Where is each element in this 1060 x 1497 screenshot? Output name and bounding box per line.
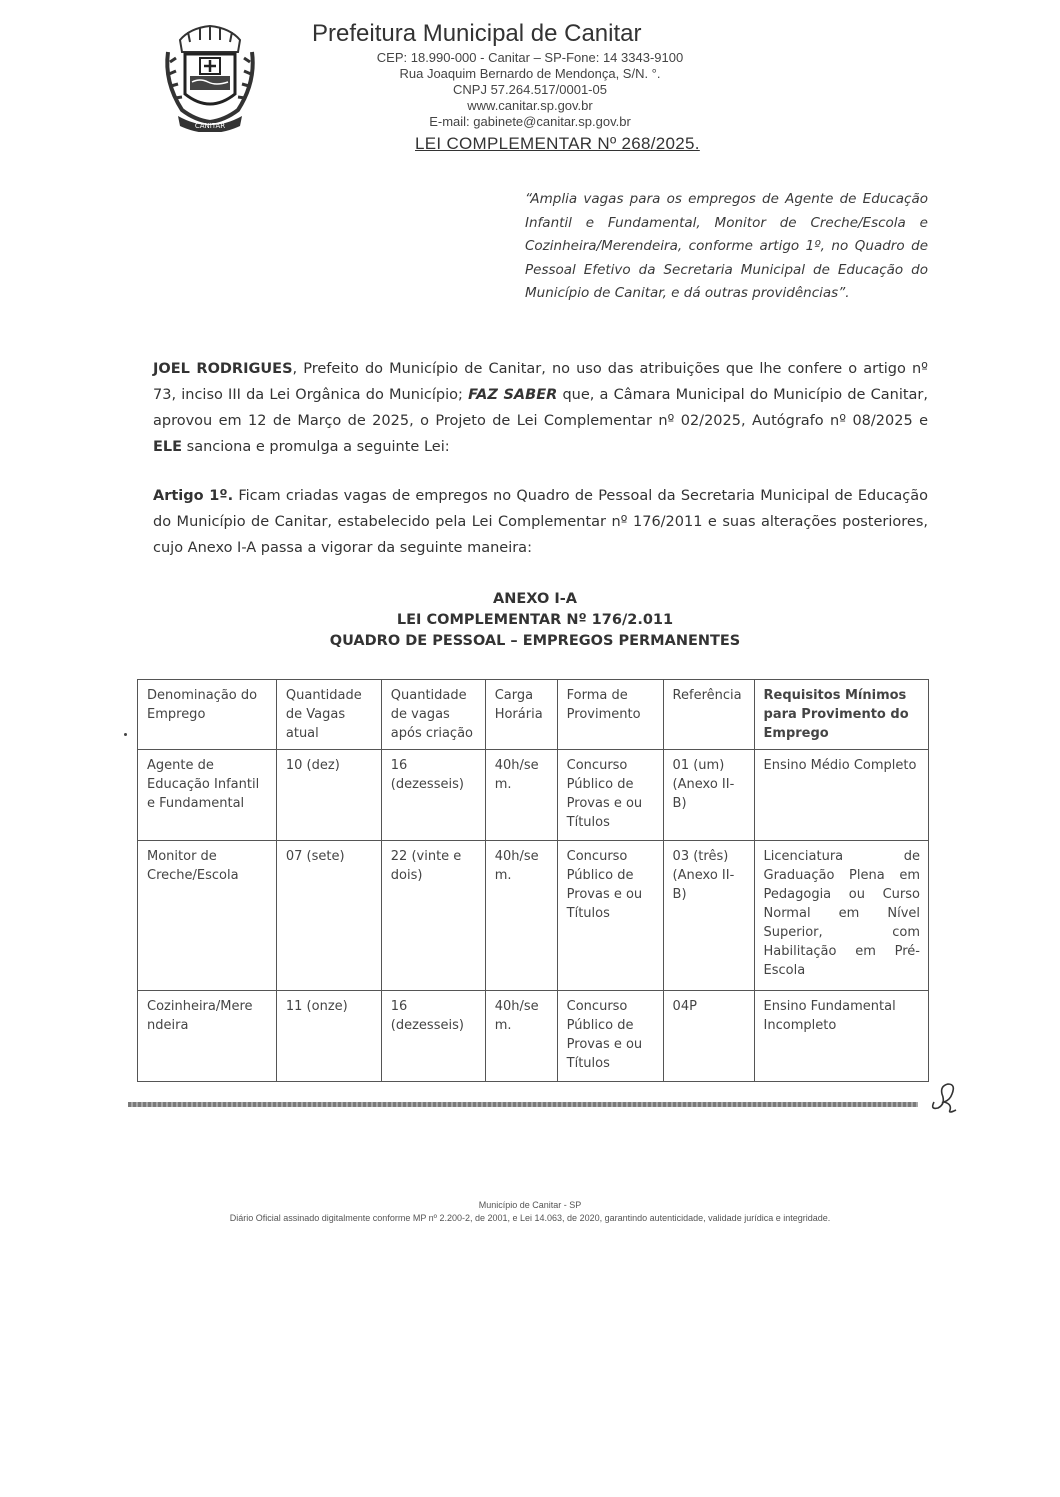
cell-vagas-apos: 22 (vinte e dois) — [381, 841, 485, 991]
cell-requisitos: Ensino Médio Completo — [754, 750, 928, 841]
header-cnpj: CNPJ 57.264.517/0001-05 — [453, 82, 607, 97]
header-forma: Forma de Provimento — [557, 680, 663, 750]
law-title: LEI COMPLEMENTAR Nº 268/2025. — [415, 134, 700, 153]
header-cep-phone: CEP: 18.990-000 - Canitar – SP-Fone: 14 3343-9100 — [376, 50, 684, 65]
cell-referencia: 03 (três) (Anexo II-B) — [663, 841, 754, 991]
mayor-name: JOEL RODRIGUES — [153, 361, 293, 377]
coat-of-arms-text: CANITAR — [194, 122, 226, 130]
article-1-paragraph — [153, 483, 928, 561]
header-website: www.canitar.sp.gov.br — [467, 98, 593, 113]
header-referencia: Referência — [663, 680, 754, 750]
cell-carga: 40h/se m. — [485, 750, 557, 841]
cell-requisitos: Ensino Fundamental Incompleto — [754, 991, 928, 1082]
footer-municipality: Município de Canitar - SP — [478, 1200, 582, 1210]
header-address: Rua Joaquim Bernardo de Mendonça, S/N. °. — [399, 66, 661, 81]
cell-forma: Concurso Público de Provas e ou Títulos — [557, 991, 663, 1082]
header-email: E-mail: gabinete@canitar.sp.gov.br — [429, 114, 631, 129]
table-row — [138, 750, 929, 841]
header-requisitos: Requisitos Mínimos para Provimento do Emprego — [754, 680, 928, 750]
cell-vagas-apos: 16 (dezesseis) — [381, 750, 485, 841]
law-summary-ementa: “Amplia vagas para os empregos de Agente de Educação Infantil e Fundamental, Monitor de Creche/Escola e Cozinheira/Merendeira, conforme artigo 1º, no Quadro de Pessoal Efetivo da Secretaria Municipal de Educação do Município de Canitar, e dá outras providências”. — [525, 191, 928, 301]
cell-referencia: 01 (um) (Anexo II-B) — [663, 750, 754, 841]
article-1-label: Artigo 1º. — [153, 488, 234, 504]
table-row — [138, 841, 929, 991]
cell-referencia: 04P — [663, 991, 754, 1082]
initials-signature — [928, 1080, 962, 1114]
staff-table — [137, 679, 929, 1082]
footer-digital-signature-note: Diário Oficial assinado digitalmente conforme MP nº 2.200-2, de 2001, e Lei 14.063, de 2020, garantindo autenticidade, validade jurídica e integridade. — [229, 1213, 831, 1223]
coat-of-arms-logo — [160, 22, 260, 132]
cell-vagas-atual: 10 (dez) — [276, 750, 381, 841]
header-denominacao: Denominação do Emprego — [138, 680, 277, 750]
header-vagas-apos: Quantidade de vagas após criação — [381, 680, 485, 750]
cell-forma: Concurso Público de Provas e ou Títulos — [557, 841, 663, 991]
preamble-text-1: , Prefeito do Município de Canitar, no uso das atribuições que lhe confere o artigo nº 73, inciso III da Lei Orgânica do Município; — [153, 361, 929, 403]
page-rule-divider — [128, 1102, 918, 1107]
table-header-row — [138, 680, 929, 750]
cell-requisitos: Licenciatura de Graduação Plena em Pedagogia ou Curso Normal em Nível Superior, com Habilitação em Pré-Escola — [754, 841, 928, 991]
header-vagas-atual: Quantidade de Vagas atual — [276, 680, 381, 750]
preamble-text-3: sanciona e promulga a seguinte Lei: — [182, 439, 450, 455]
annex-subtitle: QUADRO DE PESSOAL – EMPREGOS PERMANENTES — [329, 633, 741, 649]
faz-saber: FAZ SABER — [468, 387, 558, 403]
scan-speck — [124, 733, 127, 736]
cell-vagas-atual: 11 (onze) — [276, 991, 381, 1082]
cell-denominacao: Agente de Educação Infantil e Fundamental — [138, 750, 277, 841]
cell-vagas-atual: 07 (sete) — [276, 841, 381, 991]
cell-carga: 40h/se m. — [485, 991, 557, 1082]
municipality-title: Prefeitura Municipal de Canitar — [312, 20, 642, 47]
annex-title: ANEXO I-A — [493, 591, 577, 607]
article-1-text: Ficam criadas vagas de empregos no Quadro de Pessoal da Secretaria Municipal de Educação do Município de Canitar, estabelecido pela Lei Complementar nº 176/2011 e suas alterações posteriores, cujo Anexo I-A passa a vigorar da seguinte maneira: — [153, 488, 928, 556]
cell-forma: Concurso Público de Provas e ou Títulos — [557, 750, 663, 841]
cell-denominacao: Monitor de Creche/Escola — [138, 841, 277, 991]
preamble-paragraph — [153, 356, 928, 460]
cell-denominacao: Cozinheira/Mere ndeira — [138, 991, 277, 1082]
cell-carga: 40h/se m. — [485, 841, 557, 991]
table-row — [138, 991, 929, 1082]
preamble-text-2: que, a Câmara Municipal do Município de Canitar, aprovou em 12 de Março de 2025, o Projeto de Lei Complementar nº 02/2025, Autógrafo nº 08/2025 e — [153, 387, 929, 429]
header-carga: Carga Horária — [485, 680, 557, 750]
annex-law-reference: LEI COMPLEMENTAR Nº 176/2.011 — [396, 612, 674, 628]
cell-vagas-apos: 16 (dezesseis) — [381, 991, 485, 1082]
ele-word: ELE — [153, 439, 183, 455]
header-contact-block — [340, 50, 720, 130]
